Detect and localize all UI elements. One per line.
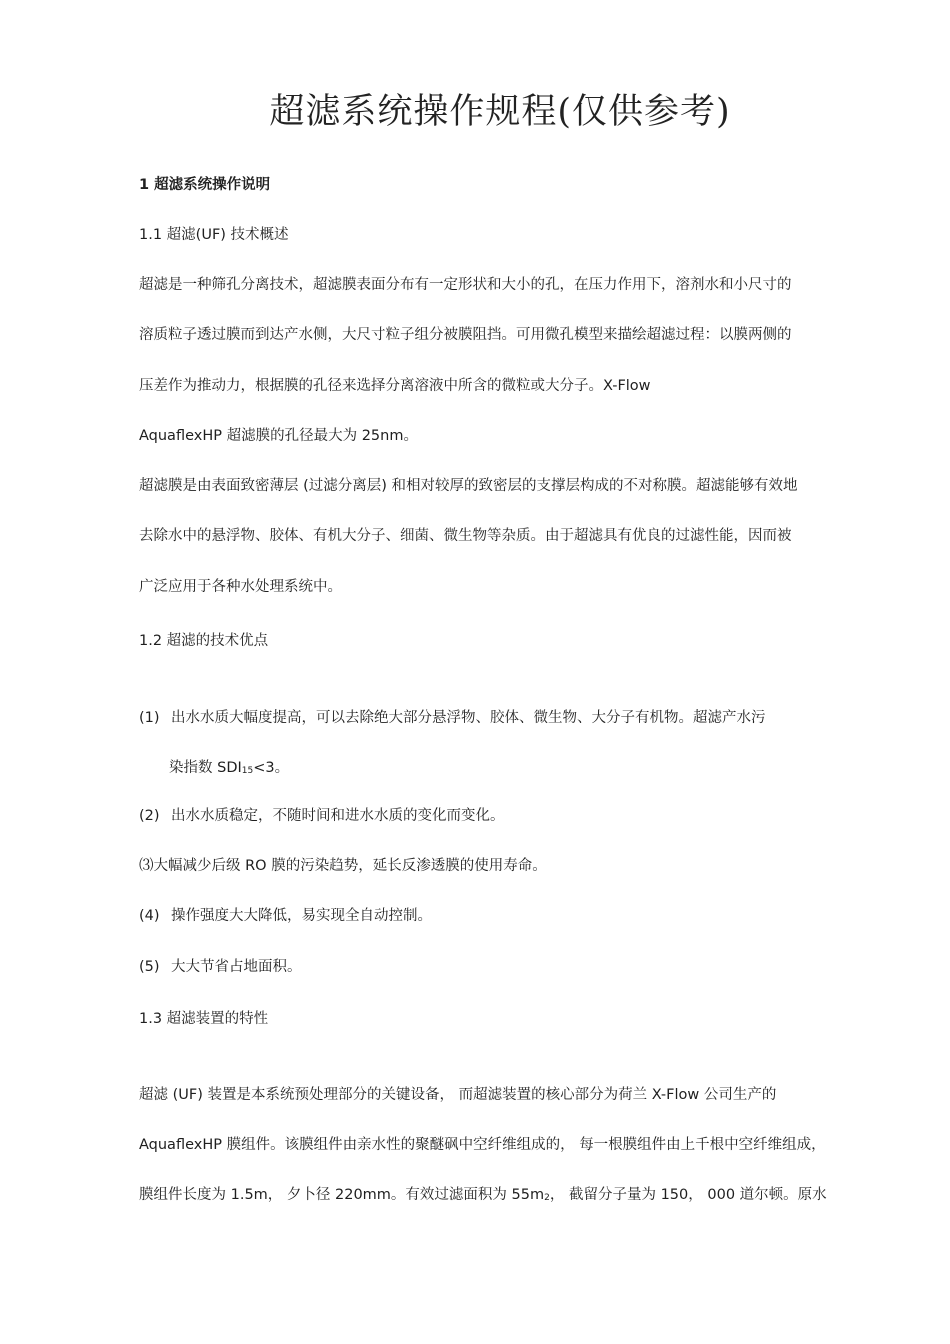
- text-span: ， 截留分子量为 150， 000 道尔顿。原水: [549, 1187, 827, 1203]
- list-number: (2): [139, 808, 160, 824]
- list-text: 出水水质大幅度提高，可以去除绝大部分悬浮物、胶体、微生物、大分子有机物。超滤产水污: [171, 710, 766, 726]
- list-number: (1): [139, 710, 160, 726]
- list-number: (5): [139, 959, 160, 975]
- document-title: 超滤系统操作规程(仅供参考): [269, 92, 731, 132]
- paragraph-line: AquaflexHP 超滤膜的孔径最大为 25nm。: [139, 428, 418, 444]
- advantage-item-3: [139, 856, 547, 876]
- list-text: 操作强度大大降低，易实现全自动控制。: [171, 908, 432, 924]
- text-span: 膜组件长度为 1.5m， 夕卜径 220mm。有效过滤面积为 55m: [139, 1187, 545, 1203]
- subsection-heading-1-1: 1.1 超滤(UF) 技术概述: [139, 227, 289, 243]
- subscript: 15: [241, 766, 254, 776]
- list-text: 大大节省占地面积。: [171, 959, 302, 975]
- list-text: 大幅减少后级 RO 膜的污染趋势，延长反渗透膜的使用寿命。: [153, 858, 547, 874]
- list-number: ⑶: [139, 858, 154, 874]
- subscript: 2: [544, 1193, 550, 1203]
- list-text: 染指数 SDI: [169, 760, 242, 776]
- advantage-item-4: [139, 906, 432, 926]
- subsection-heading-1-3: 1.3 超滤装置的特性: [139, 1011, 269, 1027]
- paragraph-line: 压差作为推动力，根据膜的孔径来选择分离溶液中所含的微粒或大分子。X-Flow: [139, 378, 651, 394]
- paragraph-line: [139, 1185, 827, 1208]
- advantage-item-2: [139, 806, 505, 826]
- advantage-item-1: [139, 708, 766, 728]
- advantage-item-5: [139, 957, 302, 977]
- list-text: 出水水质稳定，不随时间和进水水质的变化而变化。: [171, 808, 505, 824]
- list-text: <3。: [253, 760, 290, 776]
- paragraph-line: 去除水中的悬浮物、胶体、有机大分子、细菌、微生物等杂质。由于超滤具有优良的过滤性能，因而被: [139, 528, 792, 544]
- paragraph-line: AquaflexHP 膜组件。该膜组件由亲水性的聚醚砜中空纤维组成的， 每一根膜组件由上千根中空纤维组成，: [139, 1137, 826, 1153]
- advantage-item-1-continued: [169, 758, 289, 781]
- paragraph-line: 超滤是一种筛孔分离技术，超滤膜表面分布有一定形状和大小的孔，在压力作用下，溶剂水和小尺寸的: [139, 277, 792, 293]
- subsection-heading-1-2: 1.2 超滤的技术优点: [139, 633, 269, 649]
- paragraph-line: 超滤 (UF) 装置是本系统预处理部分的关键设备， 而超滤装置的核心部分为荷兰 X-Flow 公司生产的: [139, 1087, 777, 1103]
- section-heading-1: 1 超滤系统操作说明: [139, 177, 271, 193]
- paragraph-line: 溶质粒子透过膜而到达产水侧，大尺寸粒子组分被膜阻挡。可用微孔模型来描绘超滤过程：以膜两侧的: [139, 327, 792, 343]
- paragraph-line: 超滤膜是由表面致密薄层 (过滤分离层) 和相对较厚的致密层的支撑层构成的不对称膜。超滤能够有效地: [139, 478, 798, 494]
- list-number: (4): [139, 908, 160, 924]
- paragraph-line: 广泛应用于各种水处理系统中。: [139, 579, 342, 595]
